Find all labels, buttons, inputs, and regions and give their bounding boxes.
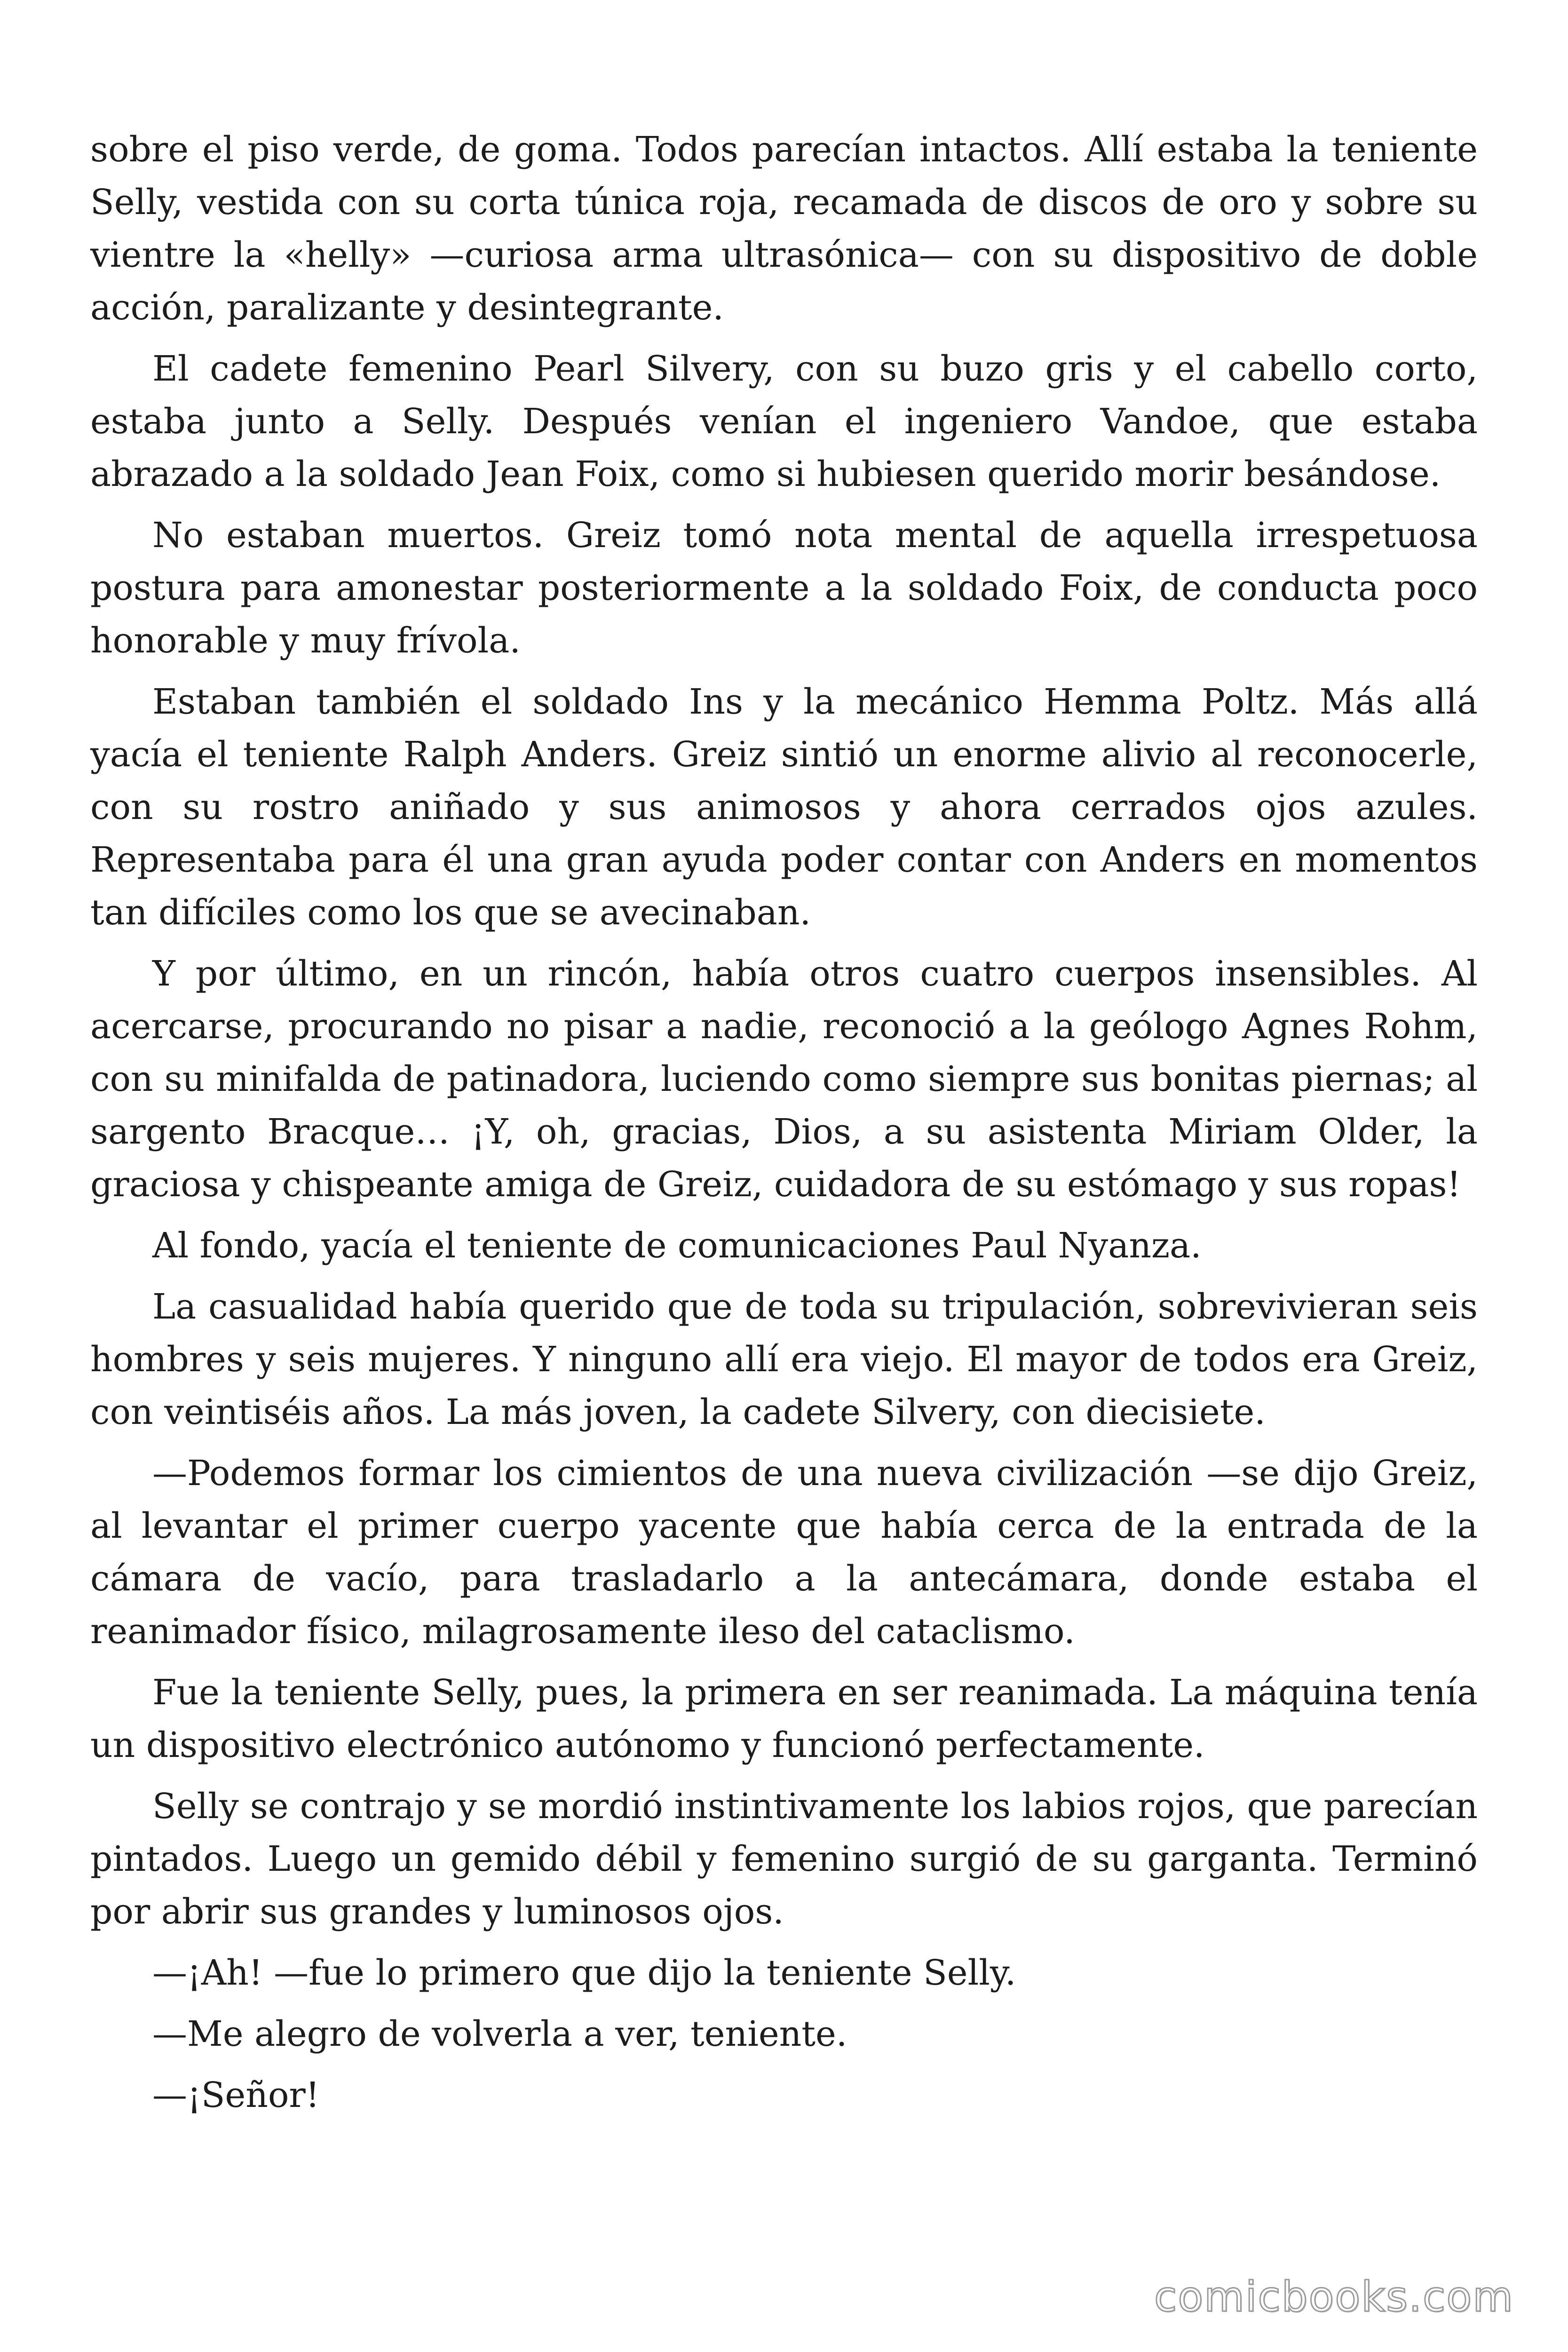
- paragraph: sobre el piso verde, de goma. Todos parecían intactos. Allí estaba la teniente Selly, vestida con su corta túnica roja, recamada de discos de oro y sobre su vientre la «helly» —curiosa arma ultrasónica— con su dispositivo de doble acción, paralizante y desintegrante.: [90, 129, 1478, 328]
- paragraph: Al fondo, yacía el teniente de comunicaciones Paul Nyanza.: [152, 1225, 1202, 1266]
- paragraph: Estaban también el soldado Ins y la mecánico Hemma Poltz. Más allá yacía el teniente Ralph Anders. Greiz sintió un enorme alivio al reconocerle, con su rostro aniñado y sus animosos y ahora cerrados ojos azules. Representaba para él una gran ayuda poder contar con Anders en momentos tan difíciles como los que se avecinaban.: [90, 682, 1478, 933]
- paragraph: —¡Señor!: [152, 2075, 320, 2115]
- paragraph: Y por último, en un rincón, había otros cuatro cuerpos insensibles. Al acercarse, procurando no pisar a nadie, reconoció a la geólogo Agnes Rohm, con su minifalda de patinadora, luciendo como siempre sus bonitas piernas; al sargento Bracque… ¡Y, oh, gracias, Dios, a su asistenta Miriam Older, la graciosa y chispeante amiga de Greiz, cuidadora de su estómago y sus ropas!: [90, 954, 1478, 1205]
- paragraph: —Me alegro de volverla a ver, teniente.: [152, 2014, 847, 2054]
- paragraph: —¡Ah! —fue lo primero que dijo la teniente Selly.: [152, 1953, 1016, 1993]
- paragraph: No estaban muertos. Greiz tomó nota mental de aquella irrespetuosa postura para amonestar posteriormente a la soldado Foix, de conducta poco honorable y muy frívola.: [90, 515, 1478, 661]
- paragraph: Fue la teniente Selly, pues, la primera en ser reanimada. La máquina tenía un dispositivo electrónico autónomo y funcionó perfectamente.: [90, 1672, 1478, 1765]
- watermark: comicbooks.com: [1154, 2273, 1514, 2321]
- paragraph: El cadete femenino Pearl Silvery, con su buzo gris y el cabello corto, estaba junto a Selly. Después venían el ingeniero Vandoe, que estaba abrazado a la soldado Jean Foix, como si hubiesen querido morir besándose.: [90, 349, 1478, 494]
- paragraph: —Podemos formar los cimientos de una nueva civilización —se dijo Greiz, al levantar el primer cuerpo yacente que había cerca de la entrada de la cámara de vacío, para trasladarlo a la antecámara, donde estaba el reanimador físico, milagrosamente ileso del cataclismo.: [90, 1453, 1478, 1652]
- book-page-text: [90, 123, 1478, 2122]
- paragraph: La casualidad había querido que de toda su tripulación, sobrevivieran seis hombres y seis mujeres. Y ninguno allí era viejo. El mayor de todos era Greiz, con veintiséis años. La más joven, la cadete Silvery, con diecisiete.: [90, 1287, 1478, 1432]
- paragraph: Selly se contrajo y se mordió instintivamente los labios rojos, que parecían pintados. Luego un gemido débil y femenino surgió de su garganta. Terminó por abrir sus grandes y luminosos ojos.: [90, 1786, 1478, 1932]
